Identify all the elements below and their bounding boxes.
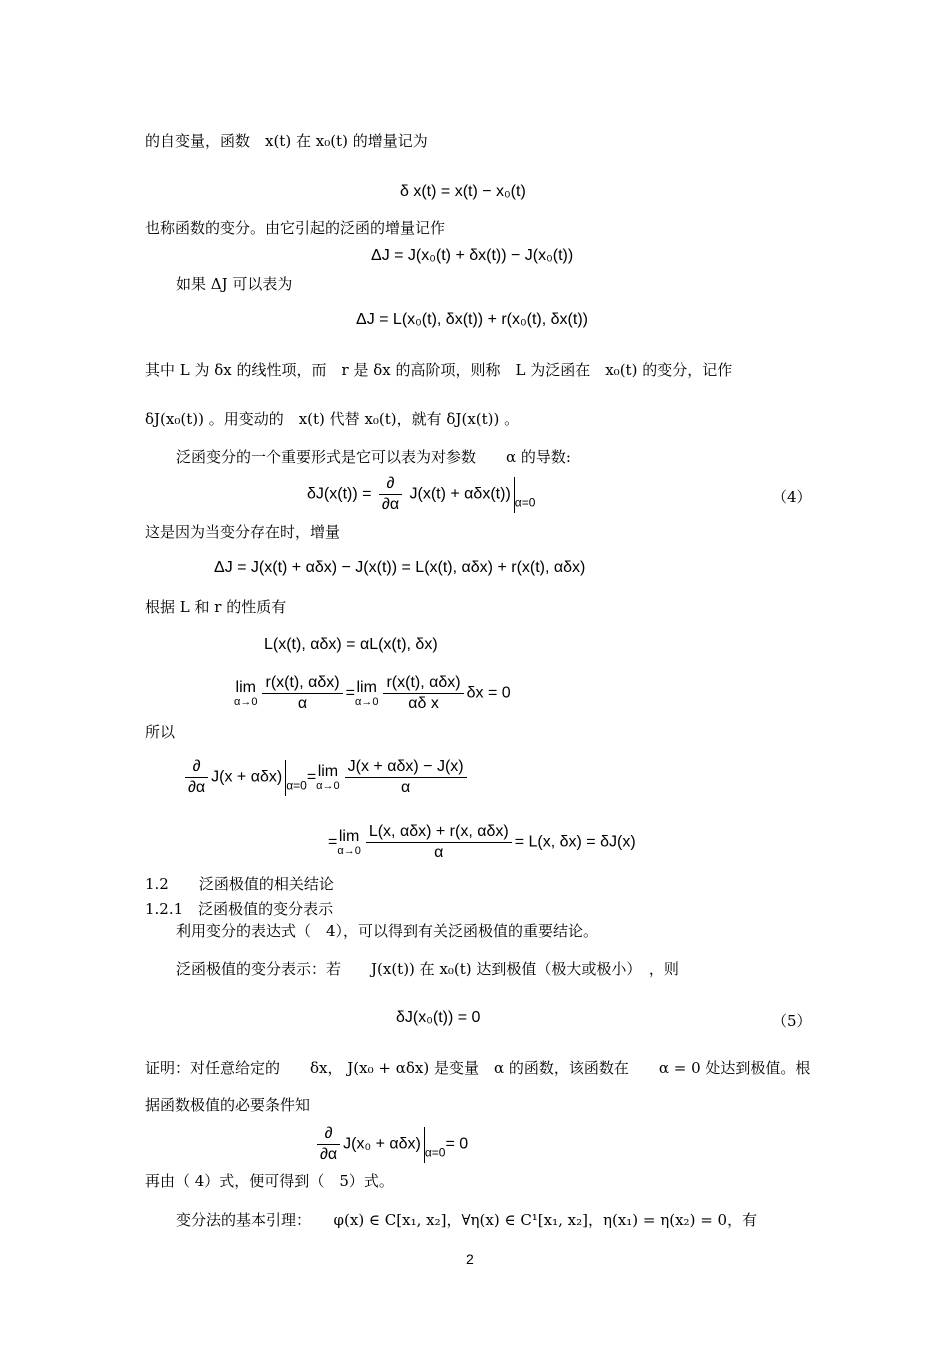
lim-word-1: lim: [235, 678, 256, 696]
nc-partial-num: ∂: [317, 1124, 340, 1145]
d2-fraction-num: L(x, αδx) + r(x, αδx): [366, 822, 512, 843]
lim-sub-2: α→0: [354, 695, 379, 708]
nc-middle: J(x₀ + αδx): [343, 1135, 421, 1153]
limit-operator-1: [234, 680, 257, 708]
nc-subscript: α=0: [424, 1145, 446, 1160]
paragraph-12: 证明：对任意给定的 δx， J(x₀ + αδx) 是变量 α 的函数，该函数在 α = 0 处达到极值。根: [145, 1059, 811, 1077]
nc-partial-den: ∂α: [320, 1146, 338, 1163]
eq4-left: δJ(x(t)) =: [307, 485, 372, 503]
equation-delta-J-split: ΔJ = L(x₀(t), δx(t)) + r(x₀(t), δx(t)): [356, 311, 588, 328]
equation-necessary-condition: [314, 1124, 468, 1165]
limit-fraction-1: [262, 673, 342, 714]
eq4-subscript: α=0: [514, 495, 536, 510]
paragraph-1: 的自变量，函数 x(t) 在 x₀(t) 的增量记为: [145, 132, 428, 150]
paragraph-6: 泛函变分的一个重要形式是它可以表为对参数 α 的导数:: [176, 448, 571, 466]
d1-fraction-num: J(x + αδx) − J(x): [345, 757, 467, 778]
paragraph-11: 泛函极值的变分表示：若 J(x(t)) 在 x₀(t) 达到极值（极大或极小） ，则: [176, 960, 679, 978]
d1-limit-operator: [316, 764, 339, 792]
paragraph-5: δJ(x₀(t)) 。用变动的 x(t) 代替 x₀(t)，就有 δJ(x(t)) 。: [145, 410, 520, 428]
d1-fraction: [345, 757, 467, 798]
section-heading-1-2: 1.2 泛函极值的相关结论: [145, 875, 334, 893]
d2-limit-operator: [337, 829, 360, 857]
paragraph-10: 利用变分的表达式（ 4），可以得到有关泛函极值的重要结论。: [176, 922, 599, 940]
paragraph-15: 变分法的基本引理： φ(x) ∈ C[x₁, x₂]，∀η(x) ∈ C¹[x₁, x₂]，η(x₁) = η(x₂) = 0，有: [176, 1211, 758, 1229]
paragraph-2: 也称函数的变分。由它引起的泛函的增量记作: [145, 219, 446, 237]
equation-number-4: （4）: [772, 488, 812, 506]
d2-fraction-den: α: [434, 844, 444, 861]
equation-increment: ΔJ = J(x(t) + αδx) − J(x(t)) = L(x(t), αδx) + r(x(t), αδx): [214, 559, 586, 576]
d1-middle: J(x + αδx): [211, 768, 283, 786]
limit-1-denominator: α: [297, 695, 308, 712]
d2-lim-word: lim: [338, 827, 360, 845]
page-number: 2: [466, 1251, 474, 1267]
paragraph-3: 如果 ΔJ 可以表为: [176, 275, 293, 293]
equation-delta-J: ΔJ = J(x₀(t) + δx(t)) − J(x₀(t)): [371, 247, 574, 264]
eq4-right: J(x(t) + αδx(t)): [409, 485, 511, 503]
eq4-partial-fraction: [379, 474, 402, 515]
lim-word-2: lim: [356, 678, 377, 696]
paragraph-14: 再由（ 4）式，便可得到（ 5）式。: [145, 1172, 394, 1190]
nc-tail: = 0: [445, 1135, 469, 1153]
equation-5: δJ(x₀(t)) = 0: [396, 1009, 481, 1026]
paragraph-4: 其中 L 为 δx 的线性项，而 r 是 δx 的高阶项，则称 L 为泛函在 x₀(t) 的变分，记作: [145, 361, 733, 379]
equation-derivation-2: =lim α→0 $\frac{\text{L(x, αδx) + r(x, αδx)}}{\alpha}$ = L(x, δx) = δJ(x): [328, 823, 636, 861]
eq4-denominator: ∂α: [381, 496, 400, 513]
d1-lim-word: lim: [317, 762, 339, 780]
d1-partial-den: ∂α: [188, 779, 206, 796]
limit-tail: δx = 0: [466, 684, 511, 702]
eq4-numerator: ∂: [379, 474, 402, 495]
lim-sub-1: α→0: [234, 695, 258, 708]
paragraph-9: 所以: [145, 723, 176, 741]
d2-lim-sub: α→0: [337, 844, 361, 857]
paragraph-13: 据函数极值的必要条件知: [145, 1096, 311, 1114]
paragraph-7: 这是因为当变分存在时，增量: [145, 523, 341, 541]
limit-2-numerator: r(x(t), αδx): [383, 673, 463, 694]
limit-fraction-2: [383, 673, 463, 714]
limit-2-denominator: αδ x: [408, 695, 439, 712]
nc-partial-fraction: [317, 1124, 340, 1165]
equation-linearity: L(x(t), αδx) = αL(x(t), δx): [264, 636, 438, 653]
d1-fraction-den: α: [401, 779, 411, 796]
equation-4: [307, 474, 535, 515]
limit-operator-2: [355, 680, 378, 708]
equation-delta-x: δ x(t) = x(t) − x₀(t): [400, 183, 526, 200]
d1-partial-num: ∂: [185, 757, 208, 778]
equation-number-5: （5）: [772, 1012, 812, 1030]
d2-tail: = L(x, δx) = δJ(x): [514, 833, 636, 851]
d1-partial-fraction: [185, 757, 208, 798]
d2-fraction: [366, 822, 512, 863]
paragraph-8: 根据 L 和 r 的性质有: [145, 598, 287, 616]
d1-subscript: α=0: [286, 778, 307, 793]
equation-limits: lim α→0 $\frac{\text{r(x(t), αδx)}}{\alpha}$ =lim α→0 $\frac{\text{r(x(t), αδx)}}{\text{αδ x}}$ δx = 0: [234, 674, 511, 712]
section-heading-1-2-1: 1.2.1 泛函极值的变分表示: [145, 900, 334, 918]
limit-1-numerator: r(x(t), αδx): [262, 673, 342, 694]
equation-derivation-1: $\frac{\partial}{\partial\alpha}$ J(x + αδx) $_{\alpha=0}$=lim α→0 $\frac{\text{J(x + αδx) − J(x)}}{\alpha}$: [182, 757, 470, 798]
d1-lim-sub: α→0: [316, 779, 340, 792]
